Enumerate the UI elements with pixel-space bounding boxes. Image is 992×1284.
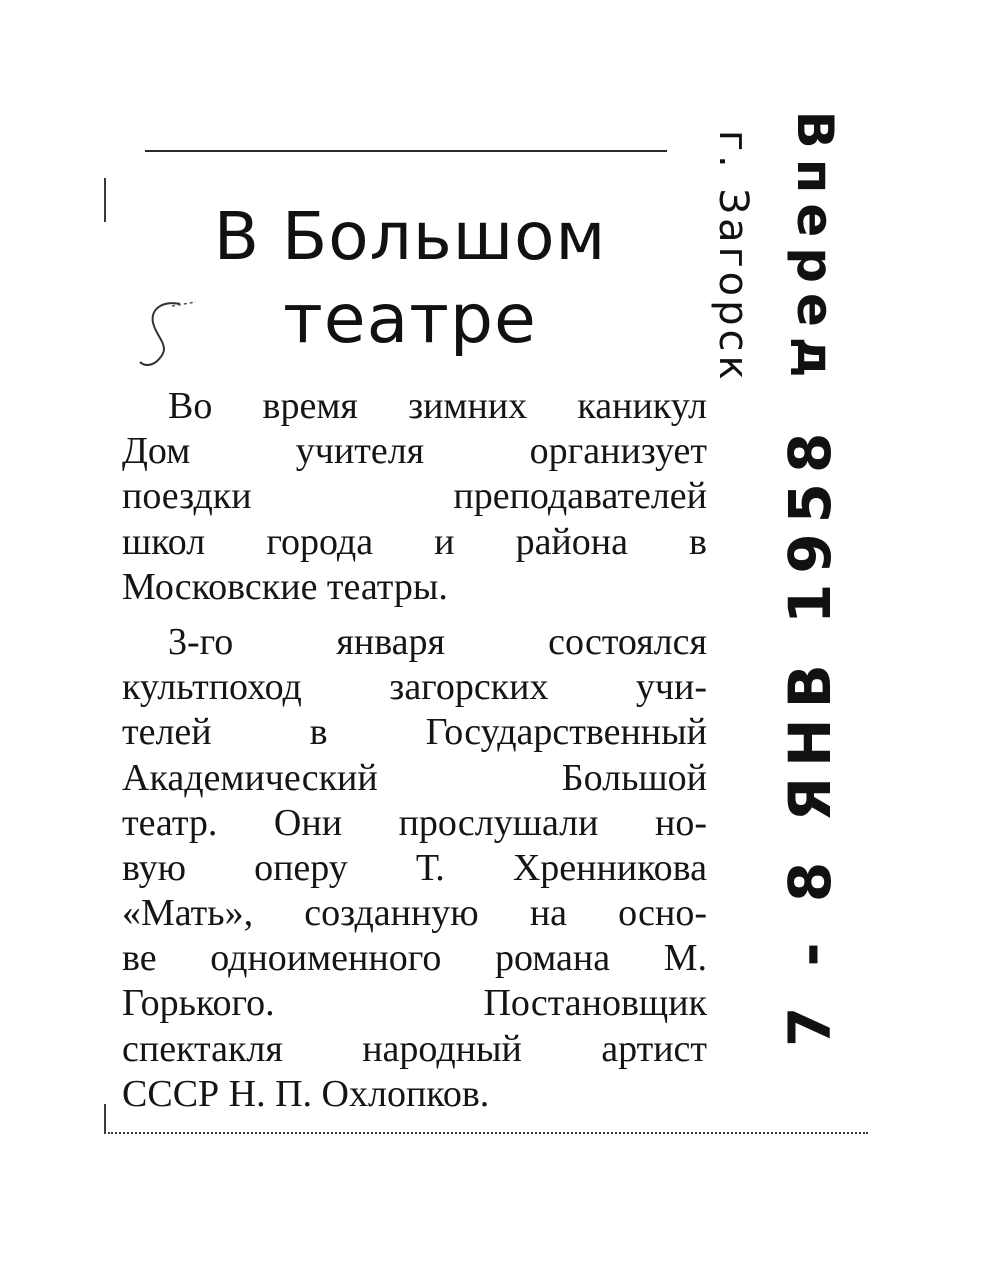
article-line: телей в Государственный: [122, 711, 707, 754]
left-margin-mark-bottom: [104, 1104, 106, 1134]
article-line: школ города и района в: [122, 520, 707, 563]
article-line: СССР Н. П. Охлопков.: [122, 1072, 490, 1115]
top-rule: [145, 150, 667, 152]
stamp-newspaper-name: Вперед: [786, 110, 844, 388]
headline-line-2: театре: [283, 280, 537, 359]
stamp-date: 7 - 8 ЯНВ 1958: [776, 422, 844, 1047]
article-line: Дом учителя организует: [122, 430, 707, 473]
article-line: поездки преподавателей: [122, 475, 707, 518]
paragraph-gap: [122, 610, 707, 620]
article-line: ве одноименного романа М.: [122, 937, 707, 980]
article-line: «Мать», созданную на осно-: [122, 892, 707, 935]
left-margin-mark-top: [104, 178, 106, 222]
headline-line-1: В Большом: [213, 198, 607, 275]
bottom-cut-line: [108, 1132, 868, 1134]
article-line: спектакля народный артист: [122, 1027, 707, 1070]
article-line: Московские театры.: [122, 565, 448, 608]
article-line: 3-го января состоялся: [168, 620, 707, 663]
article-line: культпоход загорских учи-: [122, 666, 707, 709]
article-body: [122, 384, 707, 1117]
pen-squiggle-mark: [132, 292, 212, 372]
article-line: Во время зимних каникул: [168, 385, 707, 427]
article-line: Академический Большой: [122, 756, 707, 799]
article-line: Горького. Постановщик: [122, 982, 707, 1025]
article-line: вую оперу Т. Хренникова: [122, 846, 707, 889]
article-line: театр. Они прослушали но-: [122, 801, 707, 844]
stamp-city: г. Загорск: [710, 130, 756, 384]
